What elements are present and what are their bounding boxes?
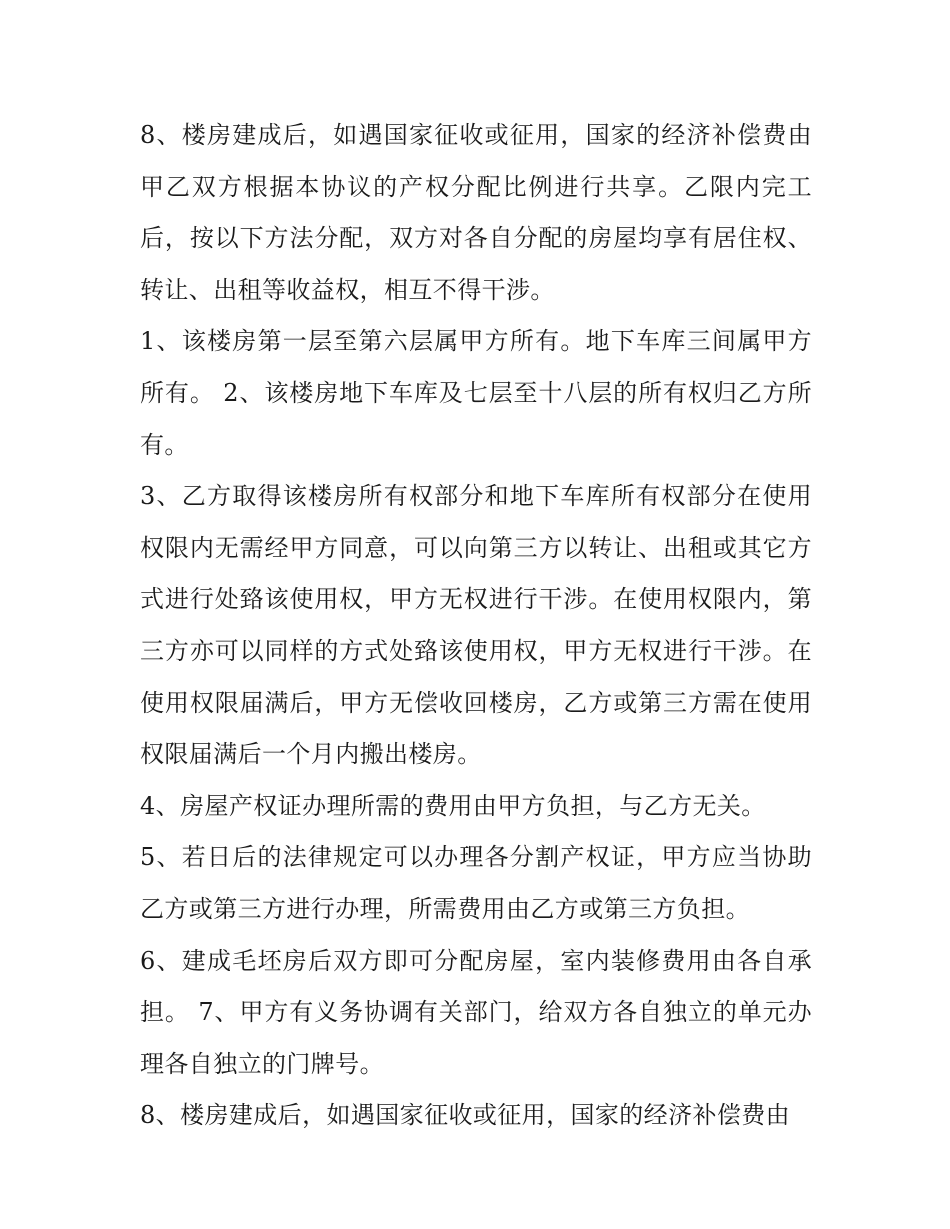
paragraph-compensation-sharing: 8、楼房建成后，如遇国家征收或征用，国家的经济补偿费由甲乙双方根据本协议的产权分配比例进行共享。乙限内完工后，按以下方法分配，双方对各自分配的房屋均享有居住权、转让、出租等收益权，相互不得干涉。 [140, 121, 812, 304]
paragraph-usage-rights: 3、乙方取得该楼房所有权部分和地下车库所有权部分在使用权限内无需经甲方同意，可以向第三方以转让、出租或其它方式进行处臵该使用权，甲方无权进行干涉。在使用权限内，第三方亦可以同样的方式处臵该使用权，甲方无权进行干涉。在使用权限届满后，甲方无偿收回楼房，乙方或第三方需在使用权限届满后一个月内搬出楼房。 [140, 482, 812, 769]
paragraph-split-certificate: 5、若日后的法律规定可以办理各分割产权证，甲方应当协助乙方或第三方进行办理，所需费用由乙方或第三方负担。 [140, 843, 812, 923]
document-body [140, 110, 812, 1142]
paragraph-ownership-floors: 1、该楼房第一层至第六层属甲方所有。地下车库三间属甲方所有。 2、该楼房地下车库及七层至十八层的所有权归乙方所有。 [140, 327, 812, 459]
paragraph-certificate-fees: 4、房屋产权证办理所需的费用由甲方负担，与乙方无关。 [140, 791, 766, 820]
paragraph-allocation-door-numbers: 6、建成毛坯房后双方即可分配房屋，室内装修费用由各自承担。 7、甲方有义务协调有关部门，给双方各自独立的单元办理各自独立的门牌号。 [140, 946, 812, 1078]
paragraph-compensation-repeat: 8、楼房建成后，如遇国家征收或征用，国家的经济补偿费由 [140, 1101, 791, 1130]
